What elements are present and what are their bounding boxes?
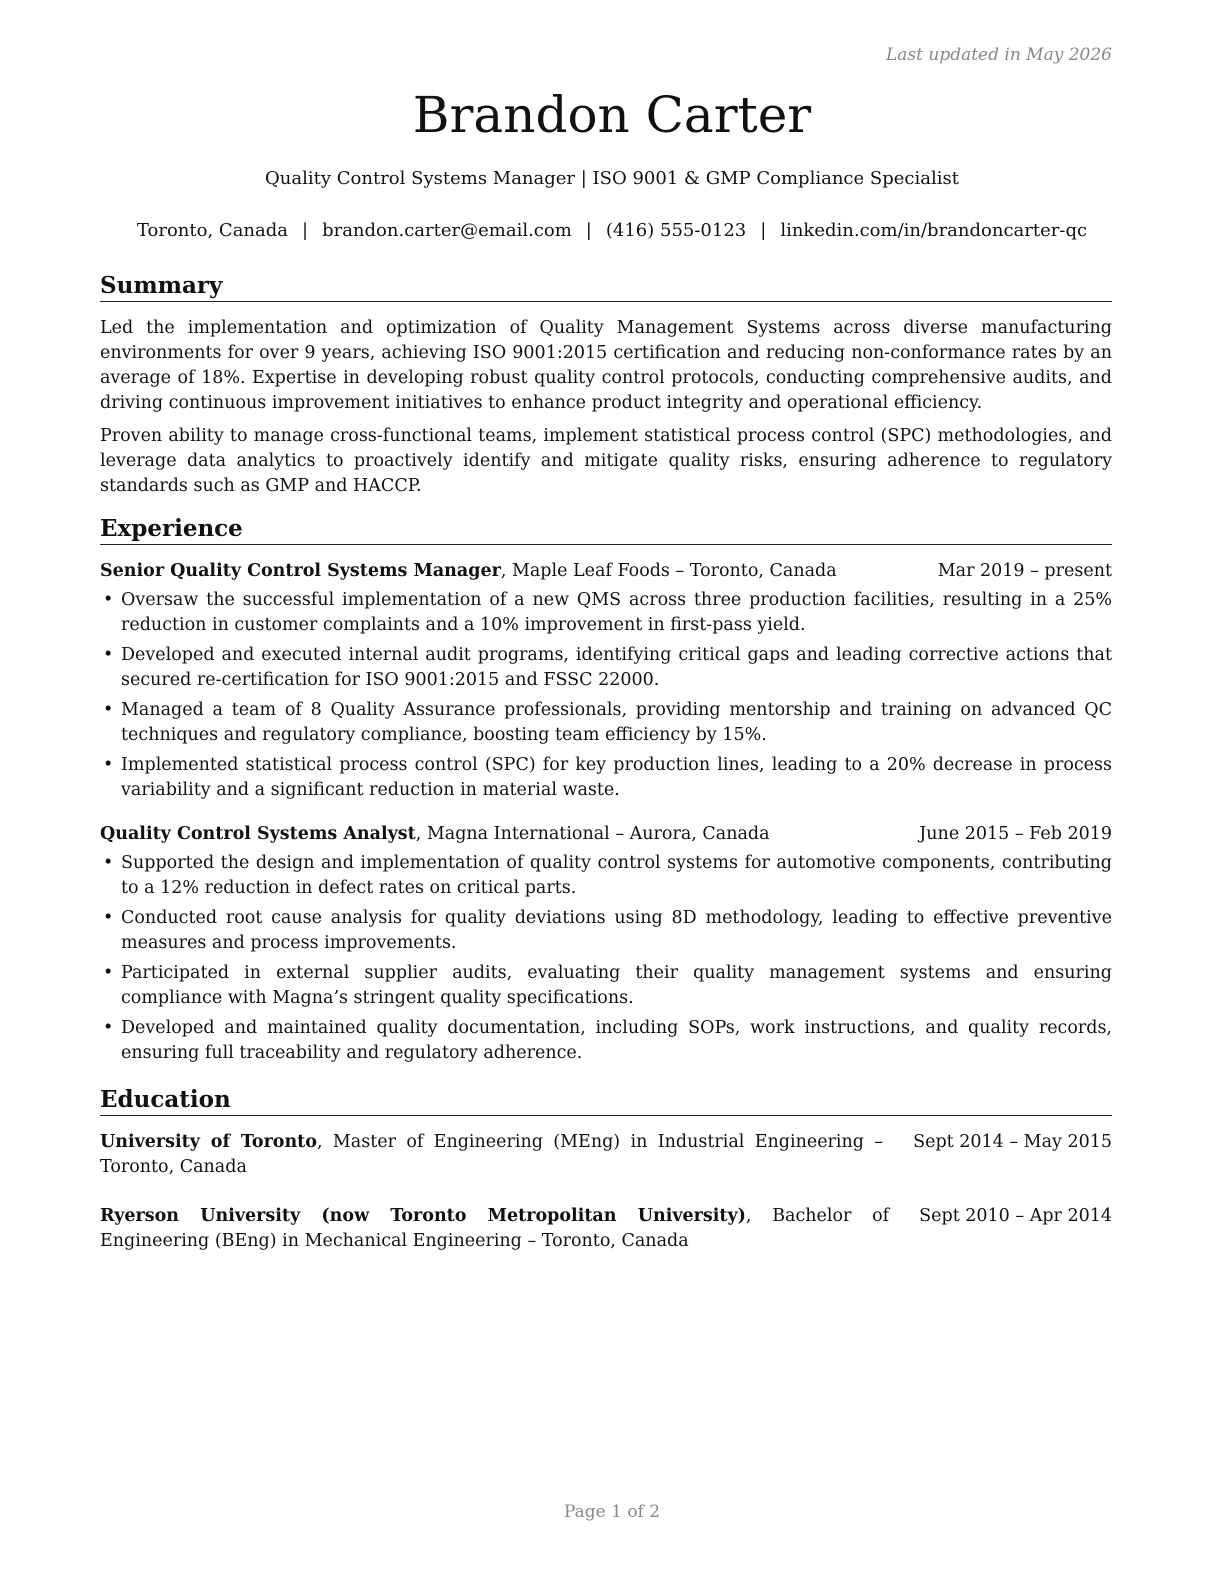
job-role: Quality Control Systems Analyst bbox=[100, 824, 416, 844]
phone: (416) 555-0123 bbox=[605, 220, 747, 241]
section-title-education: Education bbox=[100, 1086, 1112, 1116]
location: Toronto, Canada bbox=[136, 220, 288, 241]
contact-line bbox=[0, 220, 1224, 241]
education-entry bbox=[100, 1130, 1112, 1180]
list-item: • Supported the design and implementation of quality control systems for automotive components, contributing to a 12% reduction in defect rates on critical parts. bbox=[100, 851, 1112, 901]
experience-section bbox=[100, 515, 1112, 1071]
job-org: , Maple Leaf Foods – Toronto, Canada bbox=[500, 561, 837, 581]
section-title-experience: Experience bbox=[100, 515, 1112, 545]
page-number: Page 1 of 2 bbox=[563, 1502, 661, 1522]
linkedin-link[interactable]: linkedin.com/in/brandoncarter-qc bbox=[780, 220, 1088, 241]
list-item: • Participated in external supplier audits, evaluating their quality management systems and ensuring compliance with Magna’s stringent quality specifications. bbox=[100, 961, 1112, 1011]
list-item: • Managed a team of 8 Quality Assurance professionals, providing mentorship and training on advanced QC techniques and regulatory compliance, boosting team efficiency by 15%. bbox=[100, 698, 1112, 748]
job-role: Senior Quality Control Systems Manager bbox=[100, 561, 501, 581]
summary-paragraph: Led the implementation and optimization of Quality Management Systems across diverse manufacturing environments for over 9 years, achieving ISO 9001:2015 certification and reducing non-conformance rates by an average of 18%. Expertise in developing robust quality control protocols, conducting comprehensive audits, and driving continuous improvement initiatives to enhance product integrity and operational efficiency. bbox=[100, 318, 1112, 413]
school-name: Ryerson University (now Toronto Metropolitan University) bbox=[100, 1206, 746, 1226]
education-dates: Sept 2014 – May 2015 bbox=[913, 1132, 1112, 1152]
job-dates: June 2015 – Feb 2019 bbox=[919, 824, 1112, 844]
degree-detail: , Bachelor of Engineering (BEng) in Mechanical Engineering – Toronto, Canada bbox=[100, 1206, 890, 1251]
education-section bbox=[100, 1086, 1112, 1254]
school-name: University of Toronto bbox=[100, 1132, 317, 1152]
job-bullets bbox=[100, 588, 1112, 803]
email-link[interactable]: brandon.carter@email.com bbox=[322, 220, 572, 241]
list-item: • Implemented statistical process control (SPC) for key production lines, leading to a 20% decrease in process variability and a significant reduction in material waste. bbox=[100, 753, 1112, 803]
education-entry bbox=[100, 1204, 1112, 1254]
summary-section bbox=[100, 272, 1112, 499]
last-updated: Last updated in May 2026 bbox=[885, 45, 1112, 65]
job-entry bbox=[100, 559, 1112, 803]
list-item: • Oversaw the successful implementation of a new QMS across three production facilities, resulting in a 25% reduction in customer complaints and a 10% improvement in first-pass yield. bbox=[100, 588, 1112, 638]
section-title-summary: Summary bbox=[100, 272, 1112, 302]
separator: | bbox=[585, 220, 592, 241]
degree-detail: , Master of Engineering (MEng) in Industrial Engineering – Toronto, Canada bbox=[100, 1132, 884, 1177]
summary-paragraph: Proven ability to manage cross-functional teams, implement statistical process control (SPC) methodologies, and leverage data analytics to proactively identify and mitigate quality risks, ensuring adherence to regulatory standards such as GMP and HACCP. bbox=[100, 426, 1112, 496]
separator: | bbox=[760, 220, 767, 241]
list-item: • Conducted root cause analysis for quality deviations using 8D methodology, leading to effective preventive measures and process improvements. bbox=[100, 906, 1112, 956]
list-item: • Developed and executed internal audit programs, identifying critical gaps and leading corrective actions that secured re-certification for ISO 9001:2015 and FSSC 22000. bbox=[100, 643, 1112, 693]
job-header bbox=[100, 559, 1112, 584]
job-dates: Mar 2019 – present bbox=[937, 561, 1112, 581]
job-bullets bbox=[100, 851, 1112, 1066]
candidate-name: Brandon Carter bbox=[412, 86, 812, 144]
list-item: • Developed and maintained quality documentation, including SOPs, work instructions, and quality records, ensuring full traceability and regulatory adherence. bbox=[100, 1016, 1112, 1066]
job-header bbox=[100, 822, 1112, 847]
job-org: , Magna International – Aurora, Canada bbox=[415, 824, 770, 844]
education-dates: Sept 2010 – Apr 2014 bbox=[919, 1206, 1112, 1226]
headline: Quality Control Systems Manager | ISO 9001 & GMP Compliance Specialist bbox=[265, 168, 959, 189]
separator: | bbox=[302, 220, 309, 241]
job-entry bbox=[100, 822, 1112, 1066]
